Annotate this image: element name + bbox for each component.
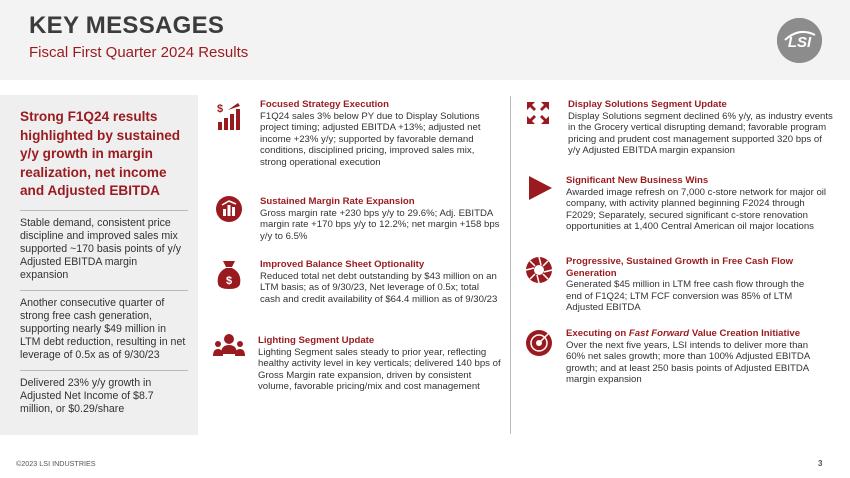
column-divider [510,96,511,434]
strategy-execution-block [260,99,500,168]
lighting-segment-block [258,335,502,393]
margin-expansion-text: Gross margin rate +230 bps y/y to 29.6%; Adj. EBITDA margin rate +170 bps y/y to 12.2%; net margin +158 bps y/y to 6.5% [260,207,500,242]
fast-forward-text: Over the next five years, LSI intends to deliver more than 60% net sales growth; more than 100% Adjusted EBITDA growth; and at least 250 basis points of Adjusted EBITDA margin expansion [566,339,810,386]
target-arrow-icon [525,329,553,362]
margin-expansion-title: Sustained Margin Rate Expansion [260,196,415,207]
new-business-title: Significant New Business Wins [566,175,709,186]
new-business-text: Awarded image refresh on 7,000 c-store network for major oil company, with activity planned beginning F2024 through F2029; Separately, secured significant c-store renovation opportunities at 1,400 Central American oil major locations [566,186,827,233]
new-business-block [566,175,834,233]
copyright: ©2023 LSI INDUSTRIES [16,459,96,468]
balance-sheet-title: Improved Balance Sheet Optionality [260,259,425,270]
summary-divider [20,370,188,371]
money-bag-icon [214,259,244,296]
page-subtitle: Fiscal First Quarter 2024 Results [29,44,249,61]
summary-divider [20,290,188,291]
fast-forward-title-suffix: Value Creation Initiative [689,328,801,339]
page-title: KEY MESSAGES [29,12,225,39]
balance-sheet-text: Reduced total net debt outstanding by $43 million on an LTM basis; as of 9/30/23, Net leverage of 0.5x; total cash and credit availability of $64.4 million as of 9/30/23 [260,270,498,305]
summary-divider [20,210,188,211]
fast-forward-title-emphasis: Fast Forward [628,328,690,339]
margin-expansion-block [260,196,500,242]
people-network-icon [213,332,245,365]
svg-text:$: $ [217,103,224,115]
expand-arrows-icon [524,99,552,132]
lighting-segment-text: Lighting Segment sales steady to prior year, reflecting healthy activity level in key verticals; delivered 140 bps of Gross Margin rate expansion, driven by consistent volume, favorable pricing/mix and cost management [258,346,501,393]
margin-gauge-icon [215,195,243,228]
summary-point-2: Another consecutive quarter of strong free cash generation, supporting nearly $49 million in LTM debt reduction, resulting in net leverage of 0.5x as of 9/30/23 [20,296,186,362]
lighting-segment-title: Lighting Segment Update [258,335,375,346]
fast-forward-title [566,328,822,340]
play-triangle-icon [527,175,553,206]
display-solutions-text: Display Solutions segment declined 6% y/y, as industry events in the Grocery vertical disrupting demand; favorable program pricing and prudent cost management supported 320 bps of y/y Adjusted EBITDA margin expansion [568,110,833,157]
summary-point-1: Stable demand, consistent price discipline and improved sales mix supported ~170 basis points of y/y Adjusted EBITDA margin expansion [20,216,182,282]
fast-forward-block [566,328,822,386]
lsi-logo [777,18,822,63]
lsi-logo-text: LSI [787,34,812,51]
lsi-logo-mark [777,18,822,63]
balance-sheet-block [260,259,500,305]
free-cash-flow-title: Progressive, Sustained Growth in Free Cash Flow Generation [566,256,794,279]
svg-text:$: $ [225,275,233,287]
fast-forward-title-prefix: Executing on [566,328,629,339]
display-solutions-block [568,99,834,157]
summary-panel [0,95,198,435]
summary-headline: Strong F1Q24 results highlighted by sustained y/y growth in margin realization, net income and Adjusted EBITDA [20,109,181,198]
free-cash-flow-block [566,256,810,314]
strategy-execution-title: Focused Strategy Execution [260,99,390,110]
camera-aperture-icon [525,256,553,289]
chart-growth-icon [214,101,244,136]
strategy-execution-text: F1Q24 sales 3% below PY due to Display Solutions project timing; adjusted EBITDA +13%; adjusted net income +23% y/y; supported by favorable demand conditions, disciplined pricing, improved sales mix, strong operational execution [260,110,481,168]
summary-point-3: Delivered 23% y/y growth in Adjusted Net Income of $8.7 million, or $0.29/share [20,376,154,415]
page-number: 3 [818,459,823,468]
display-solutions-title: Display Solutions Segment Update [568,99,727,110]
free-cash-flow-text: Generated $45 million in LTM free cash flow through the end of F1Q24; LTM FCF conversion was 85% of LTM Adjusted EBITDA [566,279,805,314]
